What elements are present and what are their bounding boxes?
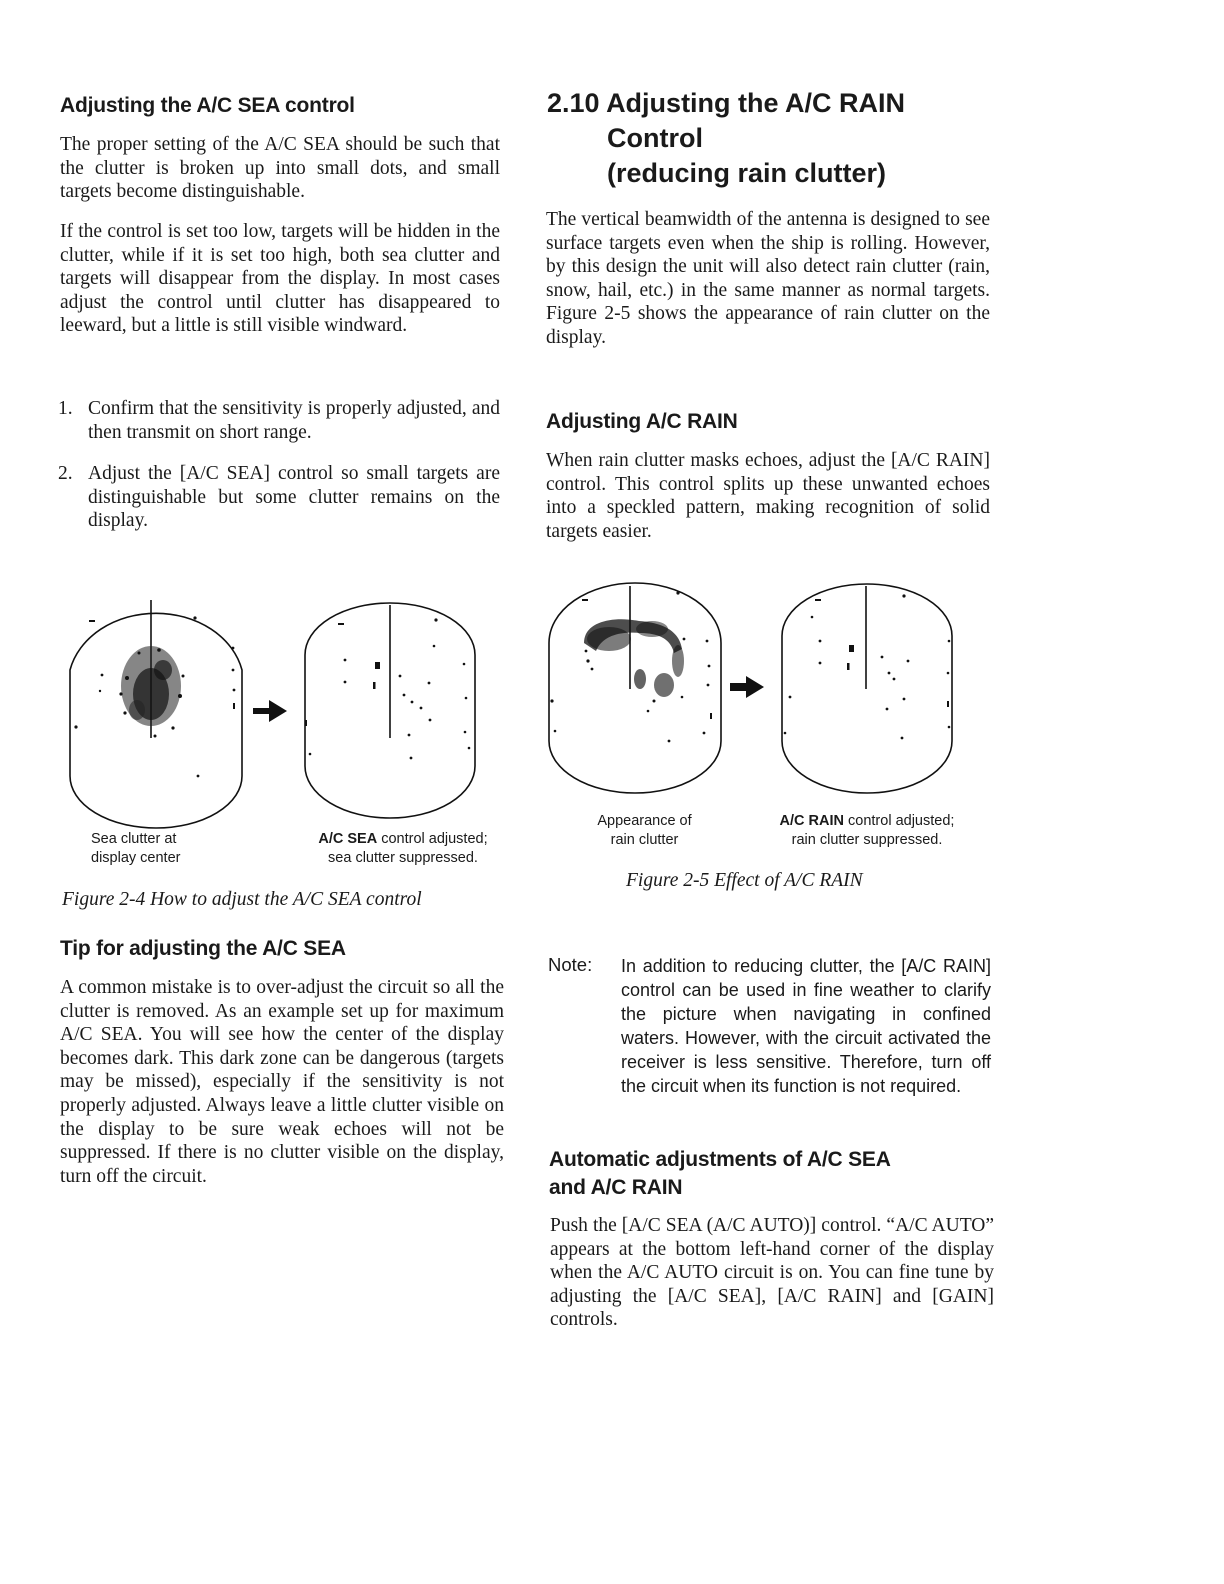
step-number: 2. xyxy=(58,463,73,484)
rain-intro-paragraph: The vertical beamwidth of the antenna is designed to see surface targets even when the ship is rolling. However, by this design the unit will also detect rain clutter (rain, snow, hail, etc.) in the same manner as normal targets. Figure 2-5 shows the appearance of rain clutter on the display. xyxy=(546,209,990,348)
tip-heading: Tip for adjusting the A/C SEA xyxy=(60,937,346,960)
figure-2-5-title: Figure 2-5 Effect of A/C RAIN xyxy=(626,870,863,891)
rain-heading: Adjusting A/C RAIN xyxy=(546,410,738,433)
rain-scope-targets xyxy=(550,591,712,742)
caption-text: control adjusted; xyxy=(844,813,955,829)
figure-2-5-diagram xyxy=(544,581,984,811)
arrow-right-icon xyxy=(730,676,764,698)
caption-line: Sea clutter at xyxy=(91,831,177,847)
sea-scope-targets-suppressed xyxy=(305,618,470,759)
section-title-text: Adjusting the A/C RAIN xyxy=(606,88,906,118)
fig-2-4-caption-left xyxy=(91,830,231,868)
caption-line: display center xyxy=(91,850,181,866)
figure-2-4-diagram xyxy=(55,598,525,828)
section-number: 2.10 xyxy=(547,88,600,118)
auto-heading-line-1: Automatic adjustments of A/C SEA xyxy=(549,1148,891,1171)
radar-scope-rain xyxy=(549,583,721,793)
radar-scope-rain-suppressed xyxy=(782,584,952,793)
fig-2-4-caption-right xyxy=(283,830,523,868)
caption-bold: A/C SEA xyxy=(318,831,378,847)
caption-line: sea clutter suppressed. xyxy=(328,850,478,866)
section-title-line-1 xyxy=(547,86,967,121)
auto-paragraph: Push the [A/C SEA (A/C AUTO)] control. “A/C AUTO” appears at the bottom left-hand corner of the display when the A/C AUTO circuit is on. You can fine tune by adjusting the [A/C SEA], [A/C RAIN] and [GAIN] controls. xyxy=(550,1215,994,1331)
caption-text: control adjusted; xyxy=(377,831,488,847)
rain-paragraph: When rain clutter masks echoes, adjust the [A/C RAIN] control. This control splits up these unwanted echoes into a speckled pattern, making recognition of solid targets easier. xyxy=(546,450,990,542)
section-title-line-3: (reducing rain clutter) xyxy=(607,158,887,188)
auto-heading xyxy=(549,1146,891,1202)
caption-line: rain clutter xyxy=(610,832,679,848)
radar-scope-after xyxy=(305,603,475,818)
sea-step-1 xyxy=(58,397,500,444)
caption-line xyxy=(283,830,523,849)
step-text: Adjust the [A/C SEA] control so small targets are distinguishable but some clutter remains on the display. xyxy=(88,463,500,532)
auto-heading-line-2: and A/C RAIN xyxy=(549,1176,683,1199)
caption-line xyxy=(742,812,992,831)
rain-scope-targets-suppressed xyxy=(784,594,951,739)
step-text: Confirm that the sensitivity is properly adjusted, and then transmit on short range. xyxy=(88,398,500,443)
rain-clutter-arc xyxy=(584,619,685,702)
fig-2-5-caption-left xyxy=(572,812,717,850)
sea-step-2 xyxy=(58,462,500,533)
figure-2-4-title: Figure 2-4 How to adjust the A/C SEA control xyxy=(62,889,422,910)
arrow-right-icon xyxy=(253,700,287,722)
caption-line: Appearance of xyxy=(597,813,692,829)
sea-heading: Adjusting the A/C SEA control xyxy=(60,94,355,117)
caption-line: rain clutter suppressed. xyxy=(791,832,943,848)
sea-paragraph-2: If the control is set too low, targets will be hidden in the clutter, while if it is set too high, both sea clutter and targets will disappear from the display. In most cases adjust the control until clutter has disappeared to leeward, but a little is still visible windward. xyxy=(60,221,500,337)
section-2-10-title xyxy=(547,86,967,191)
fig-2-5-caption-right xyxy=(742,812,992,850)
sea-paragraph-1: The proper setting of the A/C SEA should be such that the clutter is broken up into small dots, and small targets become distinguishable. xyxy=(60,134,500,203)
sea-clutter-cloud xyxy=(119,646,184,738)
step-number: 1. xyxy=(58,398,73,419)
note-text: In addition to reducing clutter, the [A/C RAIN] control can be used in fine weather to clarify the picture when navigating in confined waters. However, with the circuit activated the receiver is less sensitive. Therefore, turn off the circuit when its function is not required. xyxy=(621,956,991,1096)
caption-bold: A/C RAIN xyxy=(779,813,844,829)
tip-paragraph: A common mistake is to over-adjust the circuit so all the clutter is removed. As an example set up for maximum A/C SEA. You will see how the center of the display becomes dark. This dark zone can be dangerous (targets may be missed), especially if the sensitivity is not properly adjusted. Always leave a little clutter visible on the display to be sure weak echoes will not be suppressed. If there is no clutter visible on the display, turn off the circuit. xyxy=(60,977,504,1187)
section-title-line-2: Control xyxy=(607,123,703,153)
note-label: Note: xyxy=(548,954,593,975)
